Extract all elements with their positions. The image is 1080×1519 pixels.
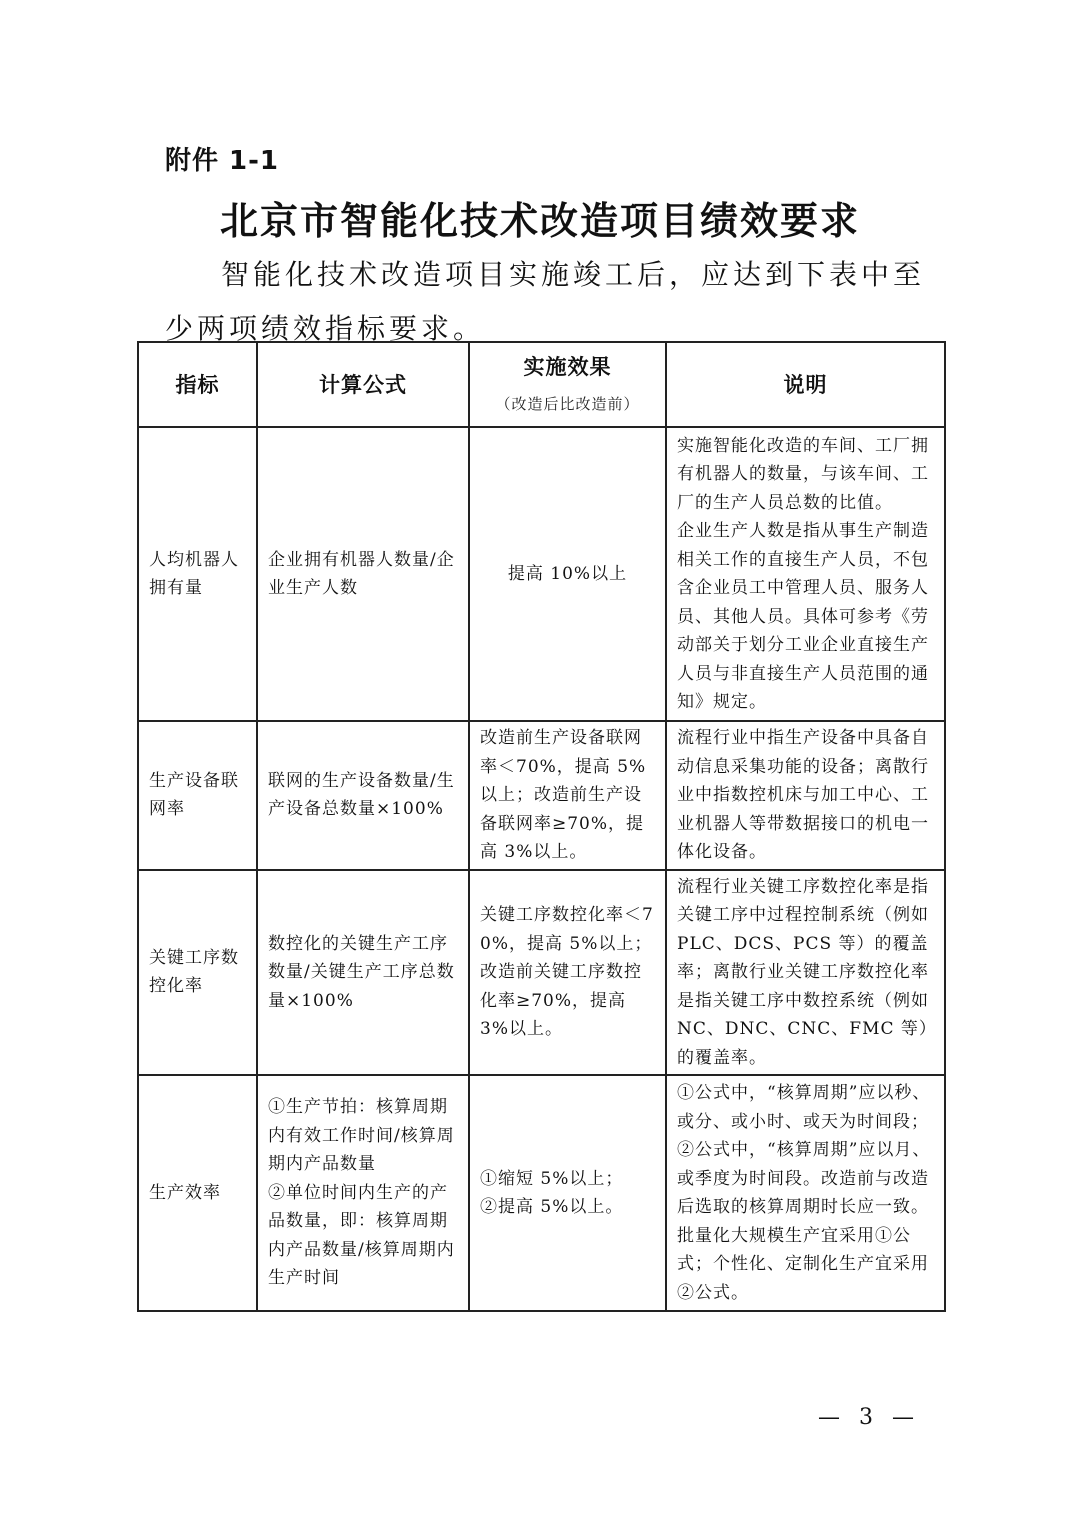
cell-effect: 提高 10%以上	[469, 427, 666, 721]
header-effect-note: （改造后比改造前）	[495, 394, 640, 413]
header-formula: 计算公式	[257, 342, 469, 427]
header-indicator: 指标	[138, 342, 257, 427]
intro-paragraph: 智能化技术改造项目实施竣工后，应达到下表中至少两项绩效指标要求。	[165, 258, 926, 345]
cell-effect: 改造前生产设备联网率＜70%，提高 5%以上；改造前生产设备联网率≥70%，提高 3%以上。	[469, 721, 666, 870]
formula-item: ①生产节拍：核算周期内有效工作时间/核算周期内产品数量	[268, 1097, 455, 1175]
cell-formula: 企业拥有机器人数量/企业生产人数	[257, 427, 469, 721]
cell-formula: 联网的生产设备数量/生产设备总数量×100%	[257, 721, 469, 870]
header-description: 说明	[666, 342, 945, 427]
cell-effect	[469, 1075, 666, 1311]
cell-description	[666, 1075, 945, 1311]
cell-indicator: 生产设备联网率	[138, 721, 257, 870]
effect-item: ②提高 5%以上。	[480, 1197, 624, 1217]
description-paragraph: ①公式中，“核算周期”应以秒、或分、或小时、或天为时间段；	[677, 1083, 931, 1132]
cell-indicator: 人均机器人拥有量	[138, 427, 257, 721]
description-paragraph: ②公式中，“核算周期”应以月、或季度为时间段。改造前与改造后选取的核算周期时长应一致。批量化大规模生产宜采用①公式；个性化、定制化生产宜采用②公式。	[677, 1140, 931, 1303]
table-row	[138, 1075, 945, 1311]
formula-item: ②单位时间内生产的产品数量，即：核算周期内产品数量/核算周期内生产时间	[268, 1182, 455, 1289]
attachment-label: 附件 1-1	[165, 146, 280, 176]
table-row	[138, 427, 945, 721]
document-title: 北京市智能化技术改造项目绩效要求	[219, 199, 860, 243]
cell-effect: 关键工序数控化率＜70%，提高 5%以上；改造前关键工序数控化率≥70%，提高 3%以上。	[469, 870, 666, 1076]
description-paragraph: 流程行业中指生产设备中具备自动信息采集功能的设备；离散行业中指数控机床与加工中心、工业机器人等带数据接口的机电一体化设备。	[677, 728, 929, 862]
table-row	[138, 721, 945, 870]
effect-item: ①缩短 5%以上；	[480, 1168, 624, 1189]
description-paragraph: 实施智能化改造的车间、工厂拥有机器人的数量，与该车间、工厂的生产人员总数的比值。	[677, 435, 929, 513]
table-header-row	[138, 342, 945, 427]
description-paragraph: 流程行业关键工序数控化率是指关键工序中过程控制系统（例如 PLC、DCS、PCS 等）的覆盖率；离散行业关键工序数控化率是指关键工序中数控系统（例如 NC、DNC、CNC、FMC 等）的覆盖率。	[677, 876, 929, 1068]
cell-formula	[257, 1075, 469, 1311]
header-effect-title: 实施效果	[523, 354, 612, 379]
cell-indicator: 生产效率	[138, 1075, 257, 1311]
page-number: — 3 —	[818, 1405, 920, 1430]
header-effect	[469, 342, 666, 427]
cell-description	[666, 870, 945, 1076]
cell-description	[666, 427, 945, 721]
cell-description	[666, 721, 945, 870]
performance-table	[137, 341, 946, 1312]
cell-indicator: 关键工序数控化率	[138, 870, 257, 1076]
table-row	[138, 870, 945, 1076]
description-paragraph: 企业生产人数是指从事生产制造相关工作的直接生产人员，不包含企业员工中管理人员、服务人员、其他人员。具体可参考《劳动部关于划分工业企业直接生产人员与非直接生产人员范围的通知》规定。	[677, 521, 929, 712]
cell-formula: 数控化的关键生产工序数量/关键生产工序总数量×100%	[257, 870, 469, 1076]
